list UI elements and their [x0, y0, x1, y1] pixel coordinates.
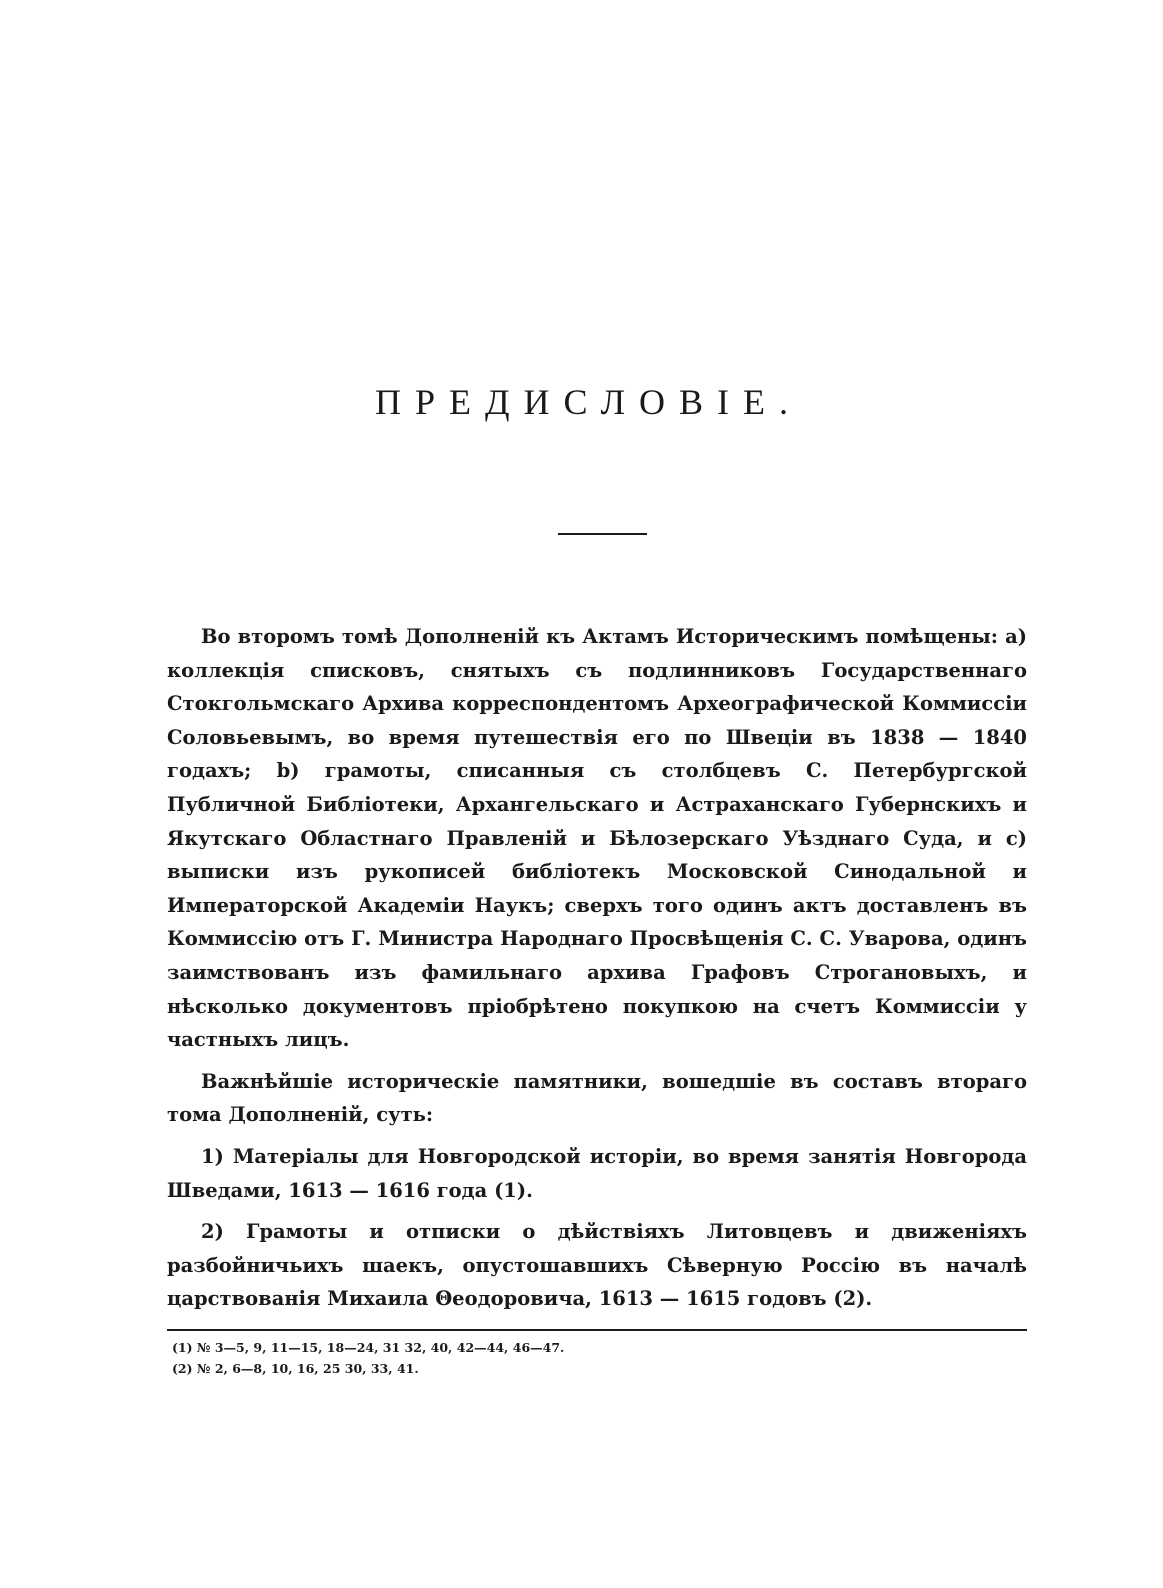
- paragraph-item-2: 2) Грамоты и отписки о дѣйствіяхъ Литовцевъ и движеніяхъ разбойничьихъ шаекъ, опустошавшихъ Сѣверную Россію въ началѣ царствованія Михаила Θеодоровича, 1613 — 1615 годовъ (2).: [167, 1220, 1027, 1311]
- footnote-divider: [167, 1329, 1027, 1331]
- title-divider: [558, 533, 647, 535]
- footnote-1: (1) № 3—5, 9, 11—15, 18—24, 31 32, 40, 42—44, 46—47.: [172, 1340, 565, 1355]
- footnote-2: (2) № 2, 6—8, 10, 16, 25 30, 33, 41.: [172, 1361, 419, 1376]
- paragraph-intro: Во второмъ томѣ Дополненій къ Актамъ Историческимъ помѣщены: a) коллекція списковъ, снятыхъ съ подлинниковъ Государственнаго Стокгольмскаго Архива корреспондентомъ Археографической Коммиссіи Соловьевымъ, во время путешествія его по Швеціи въ 1838 — 1840 годахъ; b) грамоты, списанныя съ столбцевъ С. Петербургской Публичной Библіотеки, Архангельскаго и Астраханскаго Губернскихъ и Якутскаго Областнаго Правленій и Бѣлозерскаго Уѣзднаго Суда, и c) выписки изъ рукописей библіотекъ Московской Синодальной и Императорской Академіи Наукъ; сверхъ того одинъ актъ доставленъ въ Коммиссію отъ Г. Министра Народнаго Просвѣщенія С. С. Уварова, одинъ заимствованъ изъ фамильнаго архива Графовъ Строгановыхъ, и нѣсколько документовъ пріобрѣтено покупкою на счетъ Коммиссіи у частныхъ лицъ.: [167, 625, 1027, 1052]
- body-text: [167, 620, 1027, 1324]
- page-title: ПРЕДИСЛОВІЕ.: [374, 382, 803, 422]
- paragraph-summary: Важнѣйшіе историческіе памятники, вошедшіе въ составъ втораго тома Дополненій, суть:: [167, 1069, 1027, 1127]
- paragraph-item-1: 1) Матеріалы для Новгородской исторіи, во время занятія Новгорода Шведами, 1613 — 1616 года (1).: [167, 1144, 1027, 1202]
- footnotes: [172, 1337, 1022, 1379]
